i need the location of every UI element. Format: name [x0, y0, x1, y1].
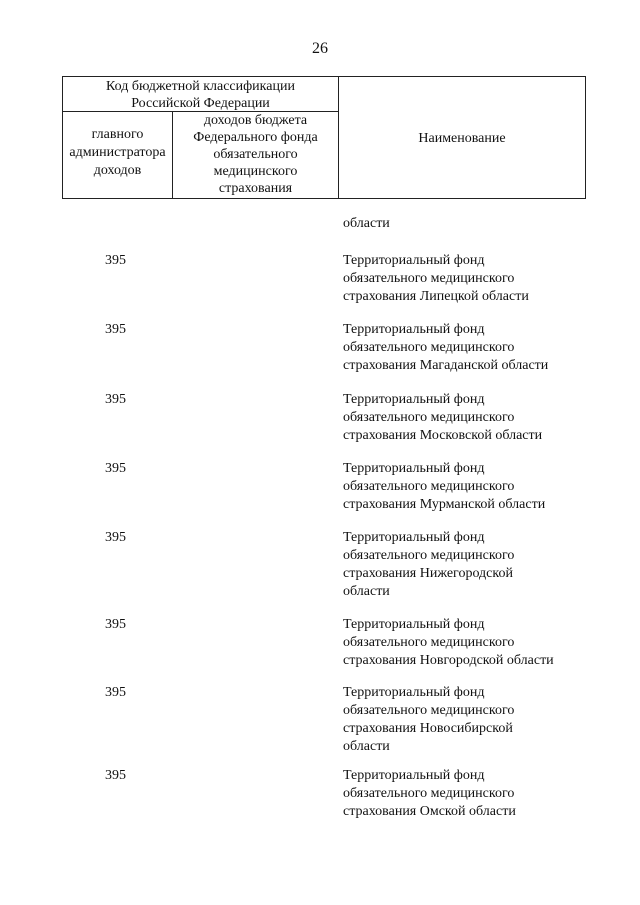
header-col-name: Наименование — [418, 131, 506, 146]
row-name — [343, 616, 583, 670]
classification-header-table — [62, 76, 586, 199]
row-name-line: Территориальный фонд — [343, 530, 485, 545]
row-code: 395 — [105, 392, 126, 407]
row-name-line: страхования Новгородской области — [343, 653, 554, 668]
row-name — [343, 529, 583, 601]
header-col-income-line: обязательного — [213, 147, 298, 162]
header-col-income-line: Федерального фонда — [193, 130, 318, 145]
row-name-line: Территориальный фонд — [343, 461, 485, 476]
row-name — [343, 767, 583, 821]
row-name-line: страхования Омской области — [343, 804, 516, 819]
row-code: 395 — [105, 617, 126, 632]
row-name — [343, 391, 583, 445]
row-code: 395 — [105, 530, 126, 545]
header-col-fund-income — [173, 112, 339, 198]
row-name-line: страхования Московской области — [343, 428, 543, 443]
row-code: 395 — [105, 322, 126, 337]
row-name-line: Территориальный фонд — [343, 322, 485, 337]
row-name-line: обязательного медицинского — [343, 340, 515, 355]
header-col-admin-line: администратора — [69, 145, 166, 160]
header-group-line: Российской Федерации — [131, 96, 270, 111]
row-name-line: обязательного медицинского — [343, 635, 515, 650]
row-name-line: обязательного медицинского — [343, 410, 515, 425]
row-name-line: Территориальный фонд — [343, 768, 485, 783]
row-name-line: Территориальный фонд — [343, 617, 485, 632]
row-name-line: обязательного медицинского — [343, 703, 515, 718]
continuation-text: области — [343, 216, 390, 231]
header-col-income-line: страхования — [218, 181, 293, 196]
row-name-line: страхования Мурманской области — [343, 497, 546, 512]
row-code: 395 — [105, 461, 126, 476]
row-name-line: обязательного медицинского — [343, 786, 515, 801]
row-name — [343, 460, 583, 514]
row-name-line: обязательного медицинского — [343, 479, 515, 494]
row-name — [343, 252, 583, 306]
header-col-income-line: медицинского — [213, 164, 298, 179]
row-name — [343, 684, 583, 756]
row-name-line: Территориальный фонд — [343, 253, 485, 268]
header-group-line: Код бюджетной классификации — [106, 79, 295, 94]
row-name-line: обязательного медицинского — [343, 548, 515, 563]
header-col-admin-line: доходов — [93, 163, 142, 178]
header-col-chief-administrator — [63, 112, 173, 198]
row-name-line: страхования Нижегородской — [343, 566, 513, 581]
row-name-line: страхования Магаданской области — [343, 358, 549, 373]
row-code: 395 — [105, 253, 126, 268]
row-name-line: страхования Новосибирской — [343, 721, 513, 736]
row-name-line: страхования Липецкой области — [343, 289, 529, 304]
row-name-line: области — [343, 739, 390, 754]
row-name-line: Территориальный фонд — [343, 685, 485, 700]
page-number: 26 — [312, 40, 328, 57]
header-group-budget-classification-code — [63, 77, 339, 112]
row-code: 395 — [105, 685, 126, 700]
header-col-admin-line: главного — [91, 127, 144, 142]
row-name-line: области — [343, 584, 390, 599]
row-name-line: Территориальный фонд — [343, 392, 485, 407]
row-name — [343, 321, 583, 375]
row-code: 395 — [105, 768, 126, 783]
header-col-income-line: доходов бюджета — [203, 113, 308, 128]
row-name-line: обязательного медицинского — [343, 271, 515, 286]
